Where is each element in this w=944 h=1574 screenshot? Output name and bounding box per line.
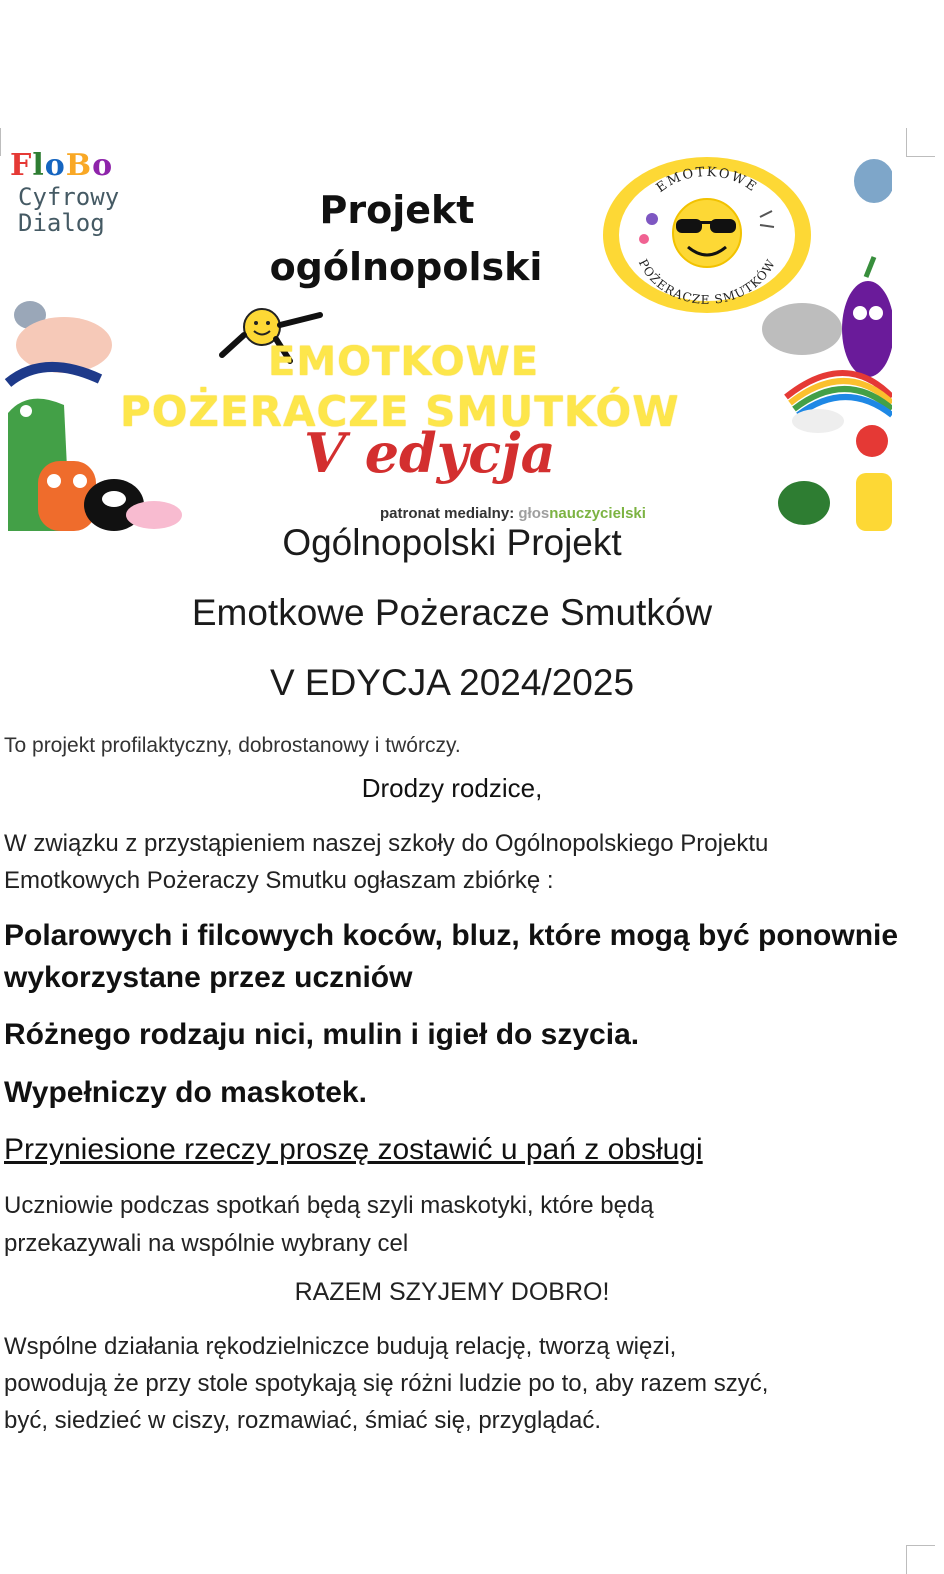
banner-ogolnopolski: ogólnopolski	[269, 245, 543, 289]
item-4-underlined: Przyniesione rzeczy proszę zostawić u pań z obsługi	[4, 1133, 703, 1166]
item-2: Różnego rodzaju nici, mulin i igieł do szycia.	[4, 1018, 640, 1051]
heading-line-1: Ogólnopolski Projekt	[282, 522, 622, 563]
intro-text: To projekt profilaktyczny, dobrostanowy i twórczy.	[4, 734, 461, 757]
heading-line-3: V EDYCJA 2024/2025	[269, 662, 635, 703]
greeting: Drodzy rodzice,	[361, 773, 543, 803]
paragraph-3-line-3: być, siedzieć w ciszy, rozmawiać, śmiać się, przyglądać.	[4, 1407, 602, 1434]
patronat-medialny	[380, 505, 646, 522]
logo-cyfrowy: Cyfrowy	[18, 183, 120, 211]
logo-dialog: Dialog	[18, 209, 105, 237]
crop-mark-bottom-right	[906, 1545, 935, 1574]
flobo-logo: FloBo	[10, 148, 114, 183]
heading-line-2: Emotkowe Pożeracze Smutków	[191, 592, 713, 633]
paragraph-2-line-2: przekazywali na wspólnie wybrany cel	[4, 1230, 409, 1257]
paragraph-1-line-1: W związku z przystąpieniem naszej szkoły do Ogólnopolskiego Projektu	[4, 830, 769, 857]
banner-pozeracze: POŻERACZE SMUTKÓW	[120, 387, 680, 436]
motto: RAZEM SZYJEMY DOBRO!	[294, 1278, 610, 1306]
item-1-line-1: Polarowych i filcowych koców, bluz, które mogą być ponownie	[4, 919, 899, 952]
patronat-label: patronat medialny:	[380, 505, 515, 522]
item-1-line-2: wykorzystane przez uczniów	[4, 961, 413, 994]
banner-emotkowe: EMOTKOWE	[268, 339, 540, 385]
crop-mark-top-right	[906, 128, 935, 157]
mascots-left-image	[4, 293, 194, 531]
paragraph-1-line-2: Emotkowych Pożeraczy Smutku ogłaszam zbiórkę :	[4, 867, 554, 894]
paragraph-2-line-1: Uczniowie podczas spotkań będą szyli maskotyki, które będą	[4, 1192, 654, 1219]
badge-top-text: EMOTKOWE	[653, 164, 761, 196]
paragraph-3-line-1: Wspólne działania rękodzielniczce budują relację, tworzą więzi,	[4, 1333, 677, 1360]
banner-edycja: V edycja	[304, 421, 556, 485]
project-banner	[4, 143, 892, 531]
patronat-nauczycielski: nauczycielski	[549, 505, 646, 522]
banner-projekt: Projekt	[319, 188, 475, 232]
patronat-glos: głos	[518, 505, 550, 522]
item-3: Wypełniczy do maskotek.	[4, 1076, 367, 1109]
paragraph-3-line-2: powodują że przy stole spotykają się różni ludzie po to, aby razem szyć,	[4, 1370, 769, 1397]
badge-bottom-text: POŻERACZE SMUTKÓW	[635, 256, 779, 307]
mascots-right-image	[756, 153, 892, 531]
